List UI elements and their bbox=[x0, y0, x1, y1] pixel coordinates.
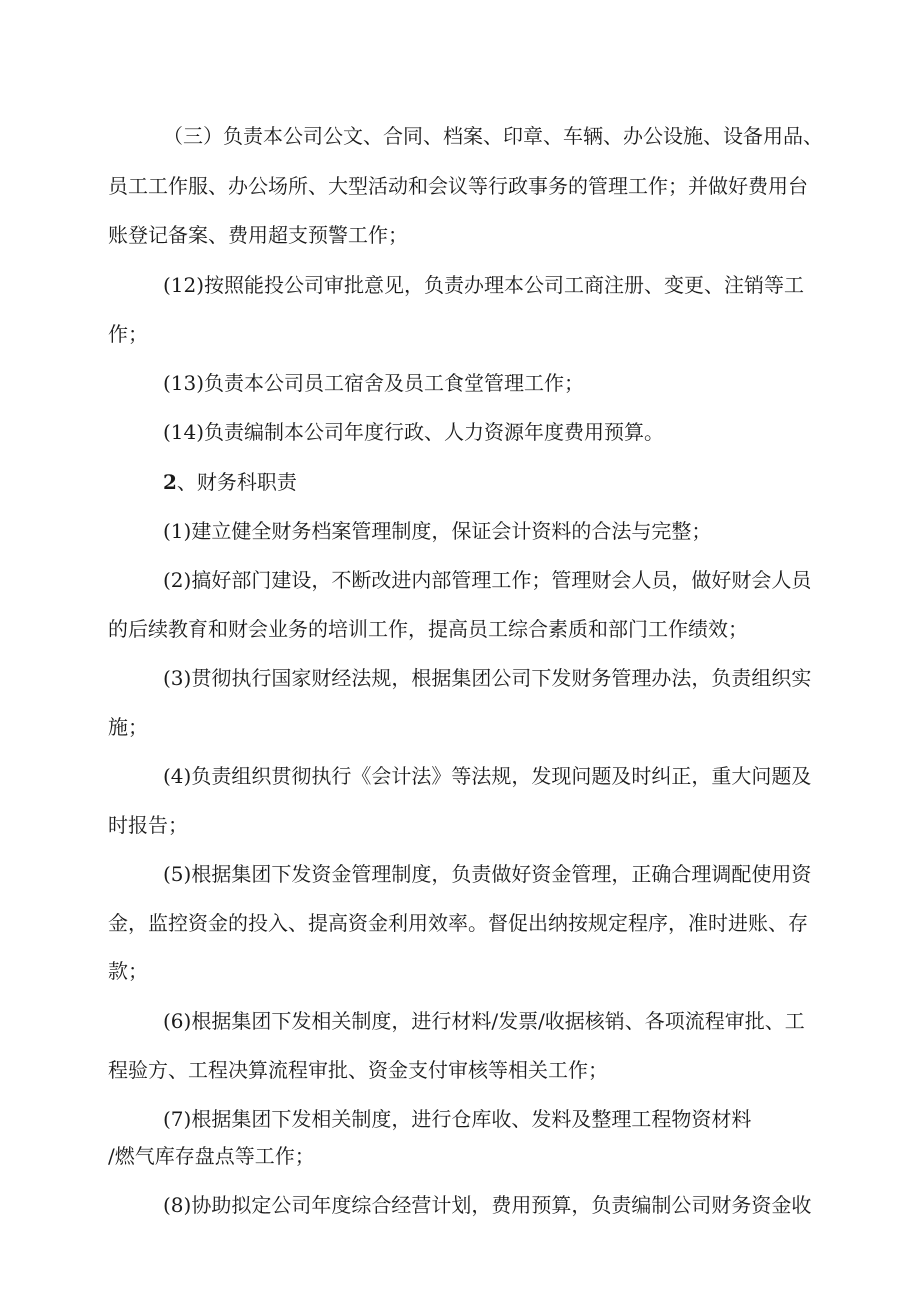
paragraph-line: /燃气库存盘点等工作； bbox=[108, 1144, 315, 1168]
paragraph-line: (4)负责组织贯彻执行《会计法》等法规，发现问题及时纠正，重大问题及 bbox=[163, 764, 812, 788]
paragraph-line: (5)根据集团下发资金管理制度，负责做好资金管理，正确合理调配使用资 bbox=[163, 862, 812, 886]
paragraph-line: 时报告； bbox=[108, 813, 188, 837]
section-heading-number: 2 bbox=[163, 470, 177, 494]
section-heading-text: 、财务科职责 bbox=[176, 470, 297, 494]
paragraph-line: (2)搞好部门建设，不断改进内部管理工作；管理财会人员，做好财会人员 bbox=[163, 568, 812, 592]
paragraph-line: (7)根据集团下发相关制度，进行仓库收、发料及整理工程物资材料 bbox=[163, 1107, 752, 1131]
paragraph-line: 施； bbox=[108, 715, 148, 739]
paragraph-line: (13)负责本公司员工宿舍及员工食堂管理工作； bbox=[163, 371, 585, 395]
paragraph-line: 程验方、工程决算流程审批、资金支付审核等相关工作； bbox=[108, 1058, 608, 1082]
paragraph-line: (3)贯彻执行国家财经法规，根据集团公司下发财务管理办法，负责组织实 bbox=[163, 666, 812, 690]
paragraph-line: (12)按照能投公司审批意见，负责办理本公司工商注册、变更、注销等工 bbox=[163, 273, 805, 297]
paragraph-line: 作； bbox=[108, 322, 148, 346]
paragraph-line: (8)协助拟定公司年度综合经营计划，费用预算，负责编制公司财务资金收 bbox=[163, 1193, 812, 1217]
paragraph-line: 账登记备案、费用超支预警工作； bbox=[108, 223, 408, 247]
paragraph-line: 款； bbox=[108, 959, 148, 983]
paragraph-line: 的后续教育和财会业务的培训工作，提高员工综合素质和部门工作绩效； bbox=[108, 617, 748, 641]
paragraph-line: 金，监控资金的投入、提高资金利用效率。督促出纳按规定程序，准时进账、存 bbox=[108, 911, 808, 935]
paragraph-line: 员工工作服、办公场所、大型活动和会议等行政事务的管理工作；并做好费用台 bbox=[108, 174, 808, 198]
paragraph-line: （三）负责本公司公文、合同、档案、印章、车辆、办公设施、设备用品、 bbox=[163, 124, 823, 148]
paragraph-line: (14)负责编制本公司年度行政、人力资源年度费用预算。 bbox=[163, 420, 665, 444]
paragraph-line: (1)建立健全财务档案管理制度，保证会计资料的合法与完整； bbox=[163, 519, 712, 543]
section-heading bbox=[163, 468, 297, 496]
paragraph-line: (6)根据集团下发相关制度，进行材料/发票/收据核销、各项流程审批、工 bbox=[163, 1009, 805, 1033]
